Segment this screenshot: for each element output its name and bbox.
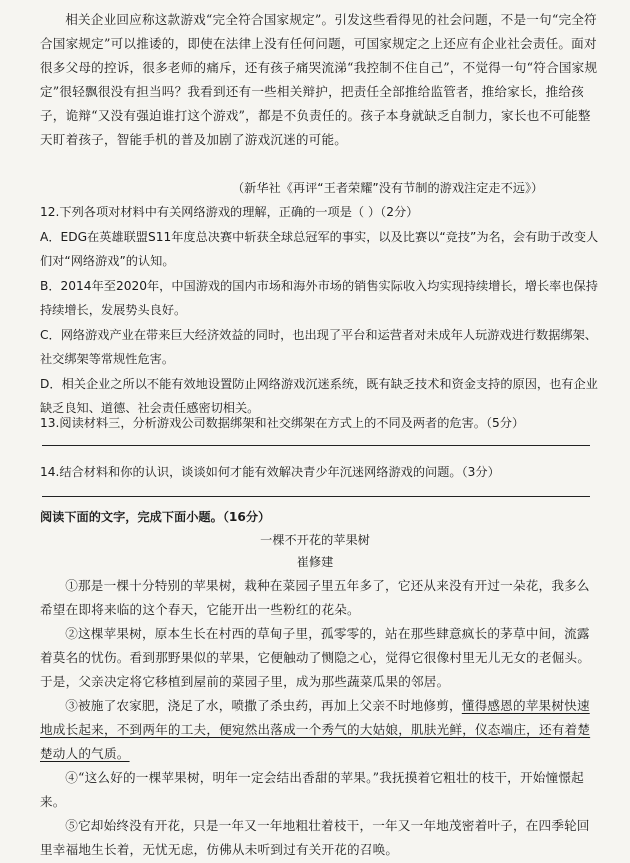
question-14 <box>40 460 600 485</box>
story-paragraph-1: ①那是一棵十分特别的苹果树，栽种在菜园子里五年多了，它还从来没有开过一朵花，我多么希望在即将来临的这个春天，它能开出一些粉红的花朵。 <box>40 578 590 617</box>
question-12-option-a: A．EDG在英雄联盟S11年度总决赛中斩获全球总冠军的事实，以及比赛以“竞技”为名，会有助于改变人们对“网络游戏”的认知。 <box>40 229 599 268</box>
answer-line-13 <box>42 445 590 446</box>
story-paragraph-5: ⑤它却始终没有开花，只是一年又一年地粗壮着枝干，一年又一年地茂密着叶子，在四季轮回里幸福地生长着，无忧无虑，仿佛从未听到过有关开花的召唤。 <box>40 818 590 857</box>
question-12-option-c: C．网络游戏产业在带来巨大经济效益的同时，也出现了平台和运营者对未成年人玩游戏进行数据绑架、社交绑架等常规性危害。 <box>40 327 597 366</box>
story-paragraph-2: ②这棵苹果树，原本生长在村西的草甸子里，孤零零的，站在那些肆意疯长的茅草中间，流露着莫名的忧伤。看到那野果似的苹果，它便触动了恻隐之心，觉得它很像村里无儿无女的老倔头。于是，父亲决定将它移植到屋前的菜园子里，成为那些蔬菜瓜果的邻居。 <box>40 626 591 689</box>
story-paragraph-4: ④“这么好的一棵苹果树，明年一定会结出香甜的苹果。”我抚摸着它粗壮的枝干，开始憧憬起来。 <box>40 770 584 809</box>
question-13 <box>40 411 600 436</box>
article-source: （新华社《再评“王者荣耀”没有节制的游戏注定走不远》） <box>232 181 544 195</box>
reading-heading: 阅读下面的文字，完成下面小题。（16分） <box>40 510 271 524</box>
story-paragraph-3-plain: ③被施了农家肥，浇足了水，喷撒了杀虫药，再加上父亲不时地修剪， <box>65 698 462 713</box>
story-paragraph-3 <box>40 694 600 766</box>
question-12-option-b: B．2014年至2020年，中国游戏的国内市场和海外市场的销售实际收入均实现持续增长，增长率也保持持续增长，发展势头良好。 <box>40 278 598 317</box>
intro-paragraph-text: 相关企业回应称这款游戏“完全符合国家规定”。引发这些看得见的社会问题，不是一句“完全符合国家规定”可以推诿的，即使在法律上没有任何问题，可国家规定之上还应有企业社会责任。面对很多父母的控诉，很多老师的痛斥，还有孩子痛哭流涕“我控制不住自己”，不觉得一句“符合国家规定”很轻飘很没有担当吗？我看到还有一些相关辩护，把责任全部推给监管者，推给家长，推给孩子，诡辩“又没有强迫谁打这个游戏”，都是不负责任的。孩子本身就缺乏自制力，家长也不可能整天盯着孩子，智能手机的普及加剧了游戏沉迷的可能。 <box>40 12 598 147</box>
intro-paragraph <box>40 8 600 152</box>
question-12-stem: 12.下列各项对材料中有关网络游戏的理解，正确的一项是（ ）（2分） <box>40 205 419 219</box>
question-12-option-d: D．相关企业之所以不能有效地设置防止网络游戏沉迷系统，既有缺乏技术和资金支持的原因，也有企业缺乏良知、道德、社会责任感密切相关。 <box>40 376 598 415</box>
story-author: 崔修建 <box>296 555 334 569</box>
question-13-text: 13.阅读材料三，分析游戏公司数据绑架和社交绑架在方式上的不同及两者的危害。（5分） <box>40 416 525 430</box>
answer-line-14 <box>42 496 590 497</box>
story-paragraph-3-underlined: 懂得感恩的苹果树快速地成长起来，不到两年的工夫，便宛然出落成一个秀气的大姑娘，肌肤光鲜，仪态端庄，还有着楚楚动人的气质。 <box>40 698 591 761</box>
question-14-text: 14.结合材料和你的认识，谈谈如何才能有效解决青少年沉迷网络游戏的问题。（3分） <box>40 465 500 479</box>
story-body <box>40 574 600 862</box>
story-title: 一棵不开花的苹果树 <box>260 533 370 547</box>
question-12 <box>40 200 600 421</box>
